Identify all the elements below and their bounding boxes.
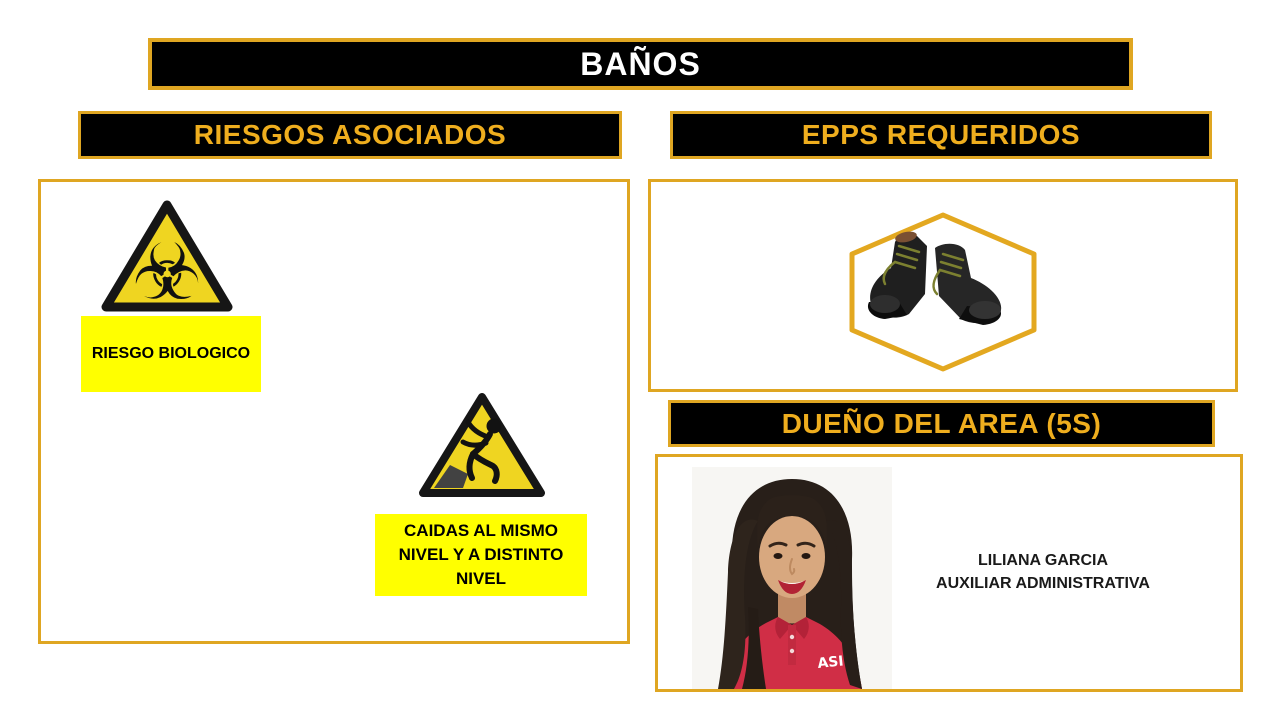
risks-panel [38, 179, 630, 644]
fall-warning-sign-icon [416, 389, 548, 501]
risk-label-caidas-line1: CAIDAS AL MISMO [404, 521, 558, 540]
safety-boots-icon [847, 210, 1039, 374]
epps-header [670, 111, 1212, 159]
owner-name: LILIANA GARCIA [977, 552, 1109, 569]
svg-text:☣: ☣ [132, 228, 202, 316]
risks-header-label: RIESGOS ASOCIADOS [193, 119, 507, 150]
biohazard-sign-icon [99, 196, 235, 316]
svg-text:ASI: ASI [816, 653, 845, 672]
owner-header-label: DUEÑO DEL AREA (5S) [781, 407, 1102, 439]
risk-label-caidas-line2: NIVEL Y A DISTINTO [398, 545, 564, 564]
epps-header-label: EPPS REQUERIDOS [801, 119, 1081, 150]
owner-panel [655, 454, 1243, 692]
risk-label-caidas-line3: NIVEL [455, 569, 507, 588]
risk-label-biologico [81, 316, 261, 392]
epps-panel [648, 179, 1238, 392]
risks-header [78, 111, 622, 159]
page-title: BAÑOS [580, 45, 701, 82]
owner-info [893, 549, 1193, 595]
owner-role: AUXILIAR ADMINISTRATIVA [936, 575, 1150, 592]
owner-header [668, 400, 1215, 447]
owner-photo [692, 467, 892, 689]
risk-label-caidas [375, 514, 587, 596]
title-bar [148, 38, 1133, 90]
risk-label-biologico-text: RIESGO BIOLOGICO [91, 345, 251, 362]
